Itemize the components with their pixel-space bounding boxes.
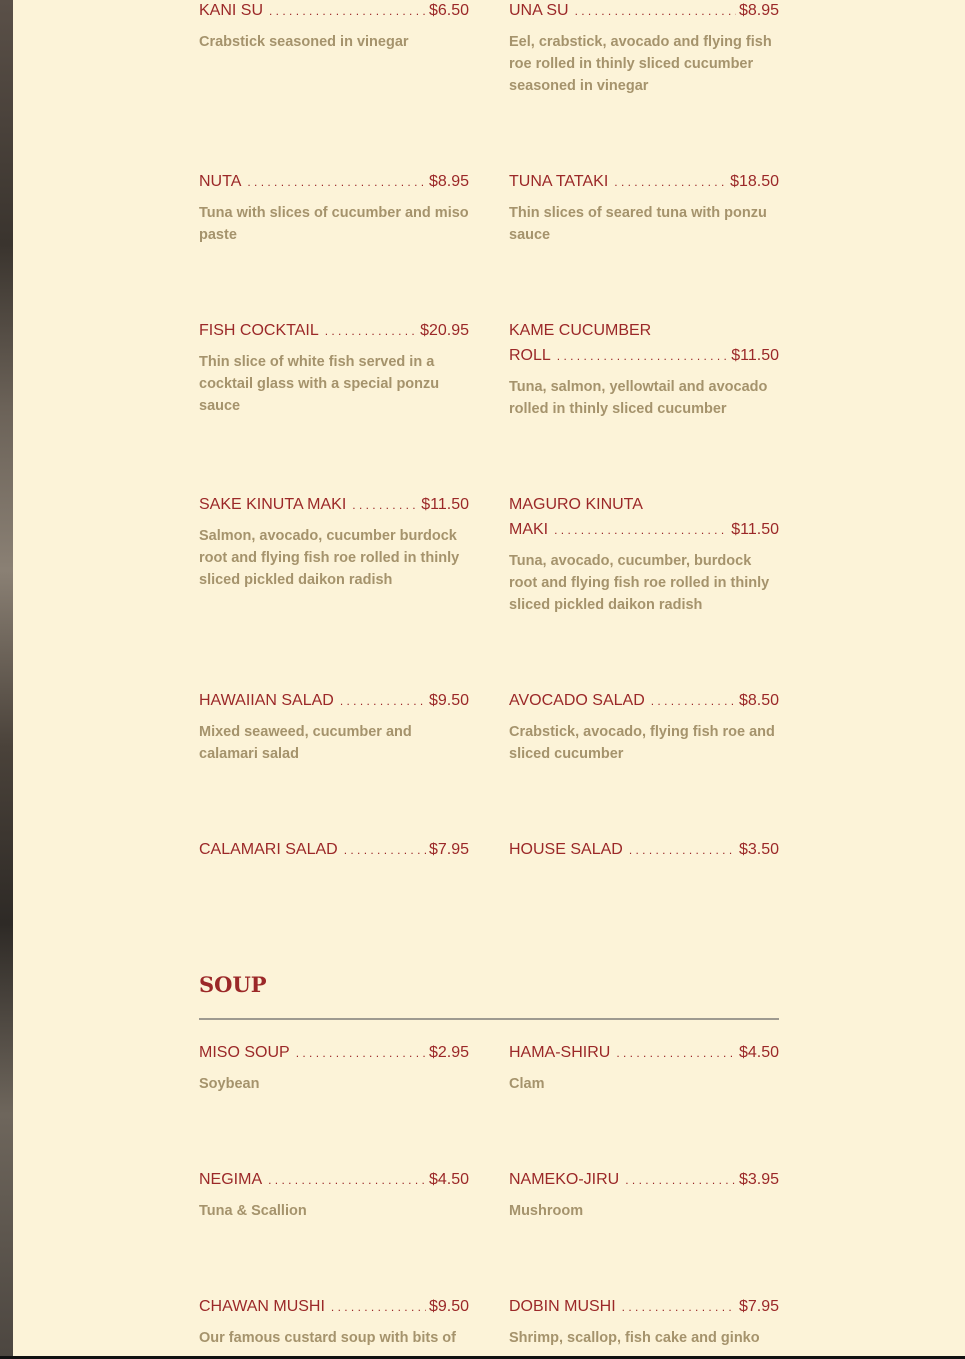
- item-name: FISH COCKTAIL: [199, 322, 319, 339]
- item-price: $7.95: [428, 841, 469, 858]
- item-name: AVOCADO SALAD: [509, 692, 645, 709]
- leader-dots: [344, 838, 426, 863]
- item-price: $20.95: [420, 322, 469, 339]
- leader-dots: [268, 1168, 426, 1193]
- item-name: NUTA: [199, 173, 242, 190]
- item-name: ROLL: [509, 347, 551, 364]
- item-name: HAWAIIAN SALAD: [199, 692, 334, 709]
- item-price: $6.50: [428, 2, 469, 19]
- leader-dots: [629, 838, 736, 863]
- menu-item-hawaiian-salad: [199, 688, 469, 765]
- item-name: CHAWAN MUSHI: [199, 1298, 325, 1315]
- item-description: Tuna, salmon, yellowtail and avocado rolled in thinly sliced cucumber: [509, 379, 768, 417]
- item-name: SAKE KINUTA MAKI: [199, 496, 347, 513]
- item-price: $8.50: [738, 692, 779, 709]
- menu-item-hama-shiru: [509, 1040, 779, 1095]
- item-price: $8.95: [428, 173, 469, 190]
- menu-item-nameko-jiru: [509, 1167, 779, 1222]
- item-name: CALAMARI SALAD: [199, 841, 338, 858]
- item-name-line1: KAME CUCUMBER: [509, 322, 652, 339]
- item-price: $3.95: [738, 1171, 779, 1188]
- item-description: Mixed seaweed, cucumber and calamari salad: [199, 724, 412, 762]
- item-name: NEGIMA: [199, 1171, 263, 1188]
- item-description: Tuna with slices of cucumber and miso paste: [199, 205, 469, 243]
- item-price: $4.50: [428, 1171, 469, 1188]
- menu-item-house-salad: [509, 837, 779, 862]
- leader-dots: [575, 0, 736, 24]
- item-description: Tuna & Scallion: [199, 1203, 307, 1219]
- item-price: $11.50: [731, 521, 779, 538]
- item-name-line1: MAGURO KINUTA: [509, 496, 643, 513]
- leader-dots: [269, 0, 426, 24]
- background-photo: [0, 0, 13, 1359]
- menu-item-maguro-kinuta-maki: [509, 492, 779, 616]
- item-price: $18.50: [730, 173, 779, 190]
- leader-dots: [622, 1295, 736, 1320]
- item-description: Thin slice of white fish served in a cocktail glass with a special ponzu sauce: [199, 354, 440, 414]
- item-name: HAMA-SHIRU: [509, 1044, 611, 1061]
- item-description: Our famous custard soup with bits of: [199, 1330, 456, 1346]
- item-price: $3.50: [738, 841, 779, 858]
- leader-dots: [247, 170, 426, 195]
- leader-dots: [325, 319, 417, 344]
- menu-item-miso-soup: [199, 1040, 469, 1095]
- item-description: Clam: [509, 1076, 545, 1092]
- item-description: Tuna, avocado, cucumber, burdock root and flying fish roe rolled in thinly sliced pickled daikon radish: [509, 553, 770, 613]
- section-divider: [199, 1018, 779, 1020]
- leader-dots: [554, 518, 728, 543]
- item-name: KANI SU: [199, 2, 264, 19]
- item-name: HOUSE SALAD: [509, 841, 623, 858]
- item-price: $8.95: [738, 2, 779, 19]
- item-description: Shrimp, scallop, fish cake and ginko: [509, 1330, 760, 1346]
- leader-dots: [331, 1295, 426, 1320]
- leader-dots: [296, 1041, 426, 1066]
- item-name: DOBIN MUSHI: [509, 1298, 616, 1315]
- item-price: $11.50: [421, 496, 469, 513]
- item-name: UNA SU: [509, 2, 569, 19]
- leader-dots: [651, 689, 736, 714]
- menu-item-kame-cucumber-roll: [509, 318, 779, 420]
- item-description: Salmon, avocado, cucumber burdock root and flying fish roe rolled in thinly sliced pickled daikon radish: [199, 528, 460, 588]
- item-description: Thin slices of seared tuna with ponzu sauce: [509, 205, 767, 243]
- menu-item-kani-su: [199, 0, 469, 53]
- item-description: Eel, crabstick, avocado and flying fish roe rolled in thinly sliced cucumber seasoned in vinegar: [509, 34, 772, 94]
- leader-dots: [614, 170, 727, 195]
- menu-item-dobin-mushi: [509, 1294, 779, 1349]
- item-description: Soybean: [199, 1076, 260, 1092]
- item-price: $9.50: [428, 692, 469, 709]
- item-price: $7.95: [738, 1298, 779, 1315]
- item-price: $9.50: [428, 1298, 469, 1315]
- menu-item-tuna-tataki: [509, 169, 779, 246]
- leader-dots: [625, 1168, 736, 1193]
- menu-item-fish-cocktail: [199, 318, 469, 417]
- item-name: MAKI: [509, 521, 549, 538]
- leader-dots: [616, 1041, 736, 1066]
- menu-page: [13, 0, 965, 1356]
- menu-item-una-su: [509, 0, 779, 97]
- item-description: Crabstick, avocado, flying fish roe and sliced cucumber: [509, 724, 775, 762]
- leader-dots: [557, 344, 728, 369]
- menu-item-negima: [199, 1167, 469, 1222]
- item-price: $2.95: [428, 1044, 469, 1061]
- leader-dots: [340, 689, 426, 714]
- leader-dots: [352, 493, 418, 518]
- section-title-soup: SOUP: [199, 972, 267, 997]
- menu-item-chawan-mushi: [199, 1294, 469, 1349]
- item-price: $11.50: [731, 347, 779, 364]
- item-price: $4.50: [738, 1044, 779, 1061]
- item-description: Crabstick seasoned in vinegar: [199, 34, 409, 50]
- menu-item-avocado-salad: [509, 688, 779, 765]
- menu-item-nuta: [199, 169, 469, 246]
- item-description: Mushroom: [509, 1203, 584, 1219]
- item-name: NAMEKO-JIRU: [509, 1171, 620, 1188]
- menu-item-sake-kinuta-maki: [199, 492, 469, 591]
- menu-item-calamari-salad: [199, 837, 469, 862]
- item-name: MISO SOUP: [199, 1044, 290, 1061]
- item-name: TUNA TATAKI: [509, 173, 609, 190]
